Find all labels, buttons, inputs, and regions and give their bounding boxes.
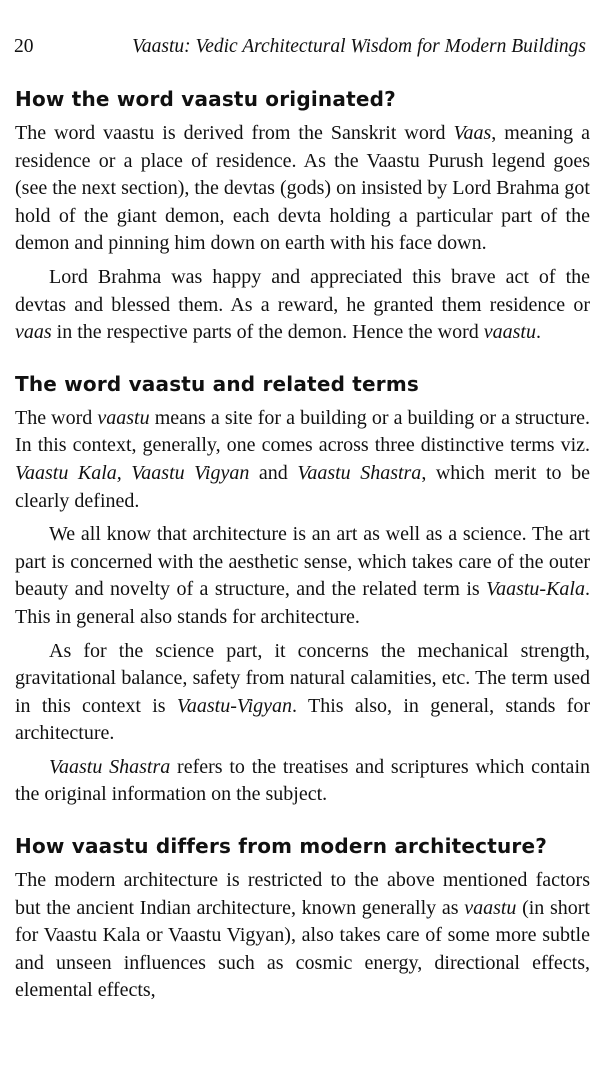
italic-term: Vaastu Kala, Vaastu Vigyan	[15, 461, 250, 484]
text-run: and	[249, 461, 298, 484]
italic-term: Vaas	[453, 122, 492, 144]
italic-term: Vaastu-Vigyan	[176, 694, 293, 717]
italic-term: vaastu	[483, 321, 536, 344]
text-run: .	[535, 321, 541, 344]
paragraph	[15, 264, 590, 347]
paragraph	[15, 754, 590, 809]
italic-term: Vaastu Shastra	[49, 755, 171, 778]
italic-term: vaas	[15, 321, 52, 344]
italic-term: vaastu	[464, 896, 517, 919]
text-run: The word vaastu is derived from the Sanskrit word	[15, 122, 454, 144]
section-heading-related-terms: The word vaastu and related terms	[15, 371, 419, 396]
section-heading-modern-architecture: How vaastu differs from modern architecture?	[15, 834, 548, 859]
paragraph	[15, 867, 590, 1005]
text-run: . This also, in general, stands for architecture.	[15, 694, 590, 745]
text-run: We all know that architecture is an art as well as a science. The art part is concerned with the aesthetic sense, which takes care of the outer beauty and novelty of a structure, and the related term is	[15, 523, 590, 601]
paragraph	[15, 521, 590, 631]
text-run: , meaning a residence or a place of residence. As the Vaastu Purush legend goes (see the next section), the devtas (gods) on insisted by Lord Brahma got hold of the giant demon, each devta holding a particular part of the demon and pinning him down on earth with his face down.	[15, 122, 591, 255]
paragraph	[15, 405, 590, 515]
text-run: The modern architecture is restricted to the above mentioned factors but the ancient Indian architecture, known generally as	[15, 869, 590, 919]
italic-term: Vaastu-Kala	[486, 578, 585, 601]
text-run: . This in general also stands for architecture.	[15, 578, 590, 628]
page-body	[15, 84, 590, 1005]
paragraph	[15, 638, 590, 748]
text-run: The word	[15, 406, 98, 429]
text-run: refers to the treatises and scriptures which contain the original information on the subject.	[15, 755, 590, 806]
section-heading-origin: How the word vaastu originated?	[15, 87, 396, 111]
text-run: in the respective parts of the demon. Hence the word	[51, 321, 484, 344]
text-run: means a site for a building or a building or a structure. In this context, generally, one comes across three distinctive terms viz.	[15, 406, 591, 457]
text-run: Lord Brahma was happy and appreciated this brave act of the devtas and blessed them. As a reward, he granted them residence or	[15, 265, 590, 316]
text-run: As for the science part, it concerns the mechanical strength, gravitational balance, safety from natural calamities, etc. The term used in this context is	[15, 639, 590, 717]
text-run: , which merit to be clearly defined.	[15, 461, 590, 512]
italic-term: Vaastu Shastra	[297, 461, 422, 484]
running-header	[14, 34, 586, 60]
text-run: (in short for Vaastu Kala or Vaastu Vigyan), also takes care of some more subtle and unseen influences such as cosmic energy, directional effects, elemental effects,	[15, 896, 590, 1002]
italic-term: vaastu	[97, 406, 150, 429]
paragraph	[15, 120, 590, 258]
page-number: 20	[14, 36, 34, 57]
running-title: Vaastu: Vedic Architectural Wisdom for Modern Buildings	[132, 36, 586, 57]
